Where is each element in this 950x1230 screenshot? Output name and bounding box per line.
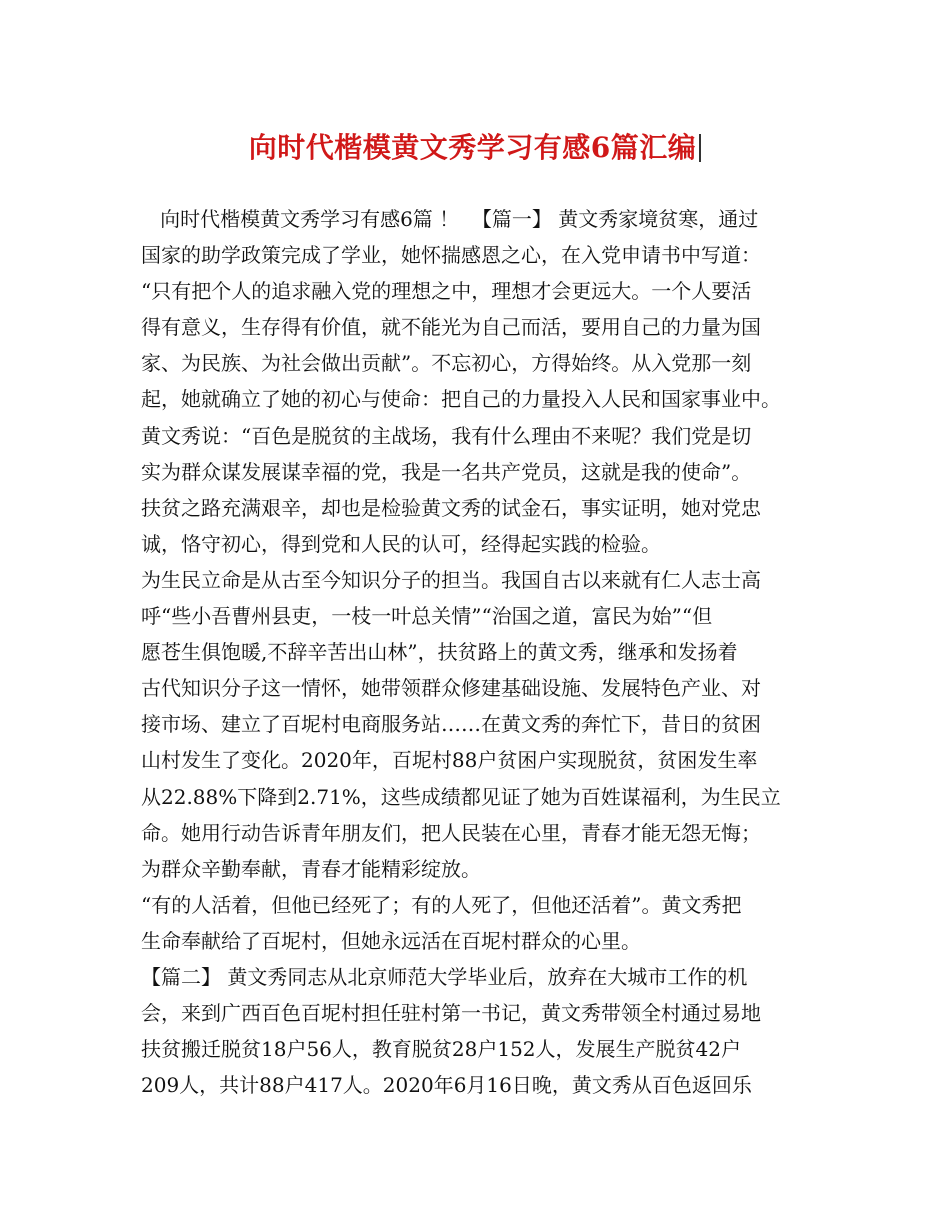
text-line: 生命奉献给了百坭村，但她永远活在百坭村群众的心里。 xyxy=(141,928,641,953)
text-line: 得有意义，生存得有价值，就不能光为自己而活，要用自己的力量为国 xyxy=(141,315,761,340)
text-line: 209人，共计88户417人。2020年6月16日晚，黄文秀从百色返回乐 xyxy=(141,1073,752,1098)
text-line: “有的人活着，但他已经死了；有的人死了，但他还活着”。黄文秀把 xyxy=(141,892,742,917)
text-line: 呼“些小吾曹州县吏，一枝一叶总关情”“治国之道，富民为始”“但 xyxy=(141,604,713,629)
text-line: 【篇二】 黄文秀同志从北京师范大学毕业后，放弃在大城市工作的机 xyxy=(141,964,748,989)
document-title-wrapper xyxy=(0,128,950,168)
text-line: 为群众辛勤奉献，青春才能精彩绽放。 xyxy=(141,856,481,881)
document-body xyxy=(141,201,825,1103)
text-line: 从22.88%下降到2.71%，这些成绩都见证了她为百姓谋福利，为生民立 xyxy=(141,784,781,809)
text-line: 实为群众谋发展谋幸福的党，我是一名共产党员，这就是我的使命”。 xyxy=(141,459,752,484)
text-line: 山村发生了变化。2020年，百坭村88户贫困户实现脱贫，贫困发生率 xyxy=(141,748,758,773)
text-line: 诚，恪守初心，得到党和人民的认可，经得起实践的检验。 xyxy=(141,531,661,556)
text-line: 接市场、建立了百坭村电商服务站……在黄文秀的奔忙下，昔日的贫困 xyxy=(141,712,761,737)
text-line: 国家的助学政策完成了学业，她怀揣感恩之心，在入党申请书中写道： xyxy=(141,243,761,268)
text-line: 扶贫搬迁脱贫18户56人，教育脱贫28户152人，发展生产脱贫42户 xyxy=(141,1037,741,1062)
text-line: 会，来到广西百色百坭村担任驻村第一书记，黄文秀带领全村通过易地 xyxy=(141,1001,761,1026)
text-line: 命。她用行动告诉青年朋友们，把人民装在心里，青春才能无怨无悔； xyxy=(141,820,761,845)
text-line: 家、为民族、为社会做出贡献”。不忘初心，方得始终。从入党那一刻 xyxy=(141,351,752,376)
text-line: 黄文秀说：“百色是脱贫的主战场，我有什么理由不来呢？我们党是切 xyxy=(141,423,752,448)
text-line: 古代知识分子这一情怀，她带领群众修建基础设施、发展特色产业、对 xyxy=(141,676,761,701)
text-line: 向时代楷模黄文秀学习有感6篇 ！ 【篇一】 黄文秀家境贫寒，通过 xyxy=(141,207,759,231)
text-cursor xyxy=(699,134,701,162)
document-title: 向时代楷模黄文秀学习有感6篇汇编 xyxy=(248,131,697,164)
text-line: 为生民立命是从古至今知识分子的担当。我国自古以来就有仁人志士高 xyxy=(141,567,761,592)
text-line: 愿苍生俱饱暖,不辞辛苦出山林”，扶贫路上的黄文秀，继承和发扬着 xyxy=(141,640,738,665)
text-line: “只有把个人的追求融入党的理想之中，理想才会更远大。一个人要活 xyxy=(141,279,752,304)
text-line: 扶贫之路充满艰辛，却也是检验黄文秀的试金石，事实证明，她对党忠 xyxy=(141,495,761,520)
text-line: 起，她就确立了她的初心与使命：把自己的力量投入人民和国家事业中。 xyxy=(141,387,781,412)
